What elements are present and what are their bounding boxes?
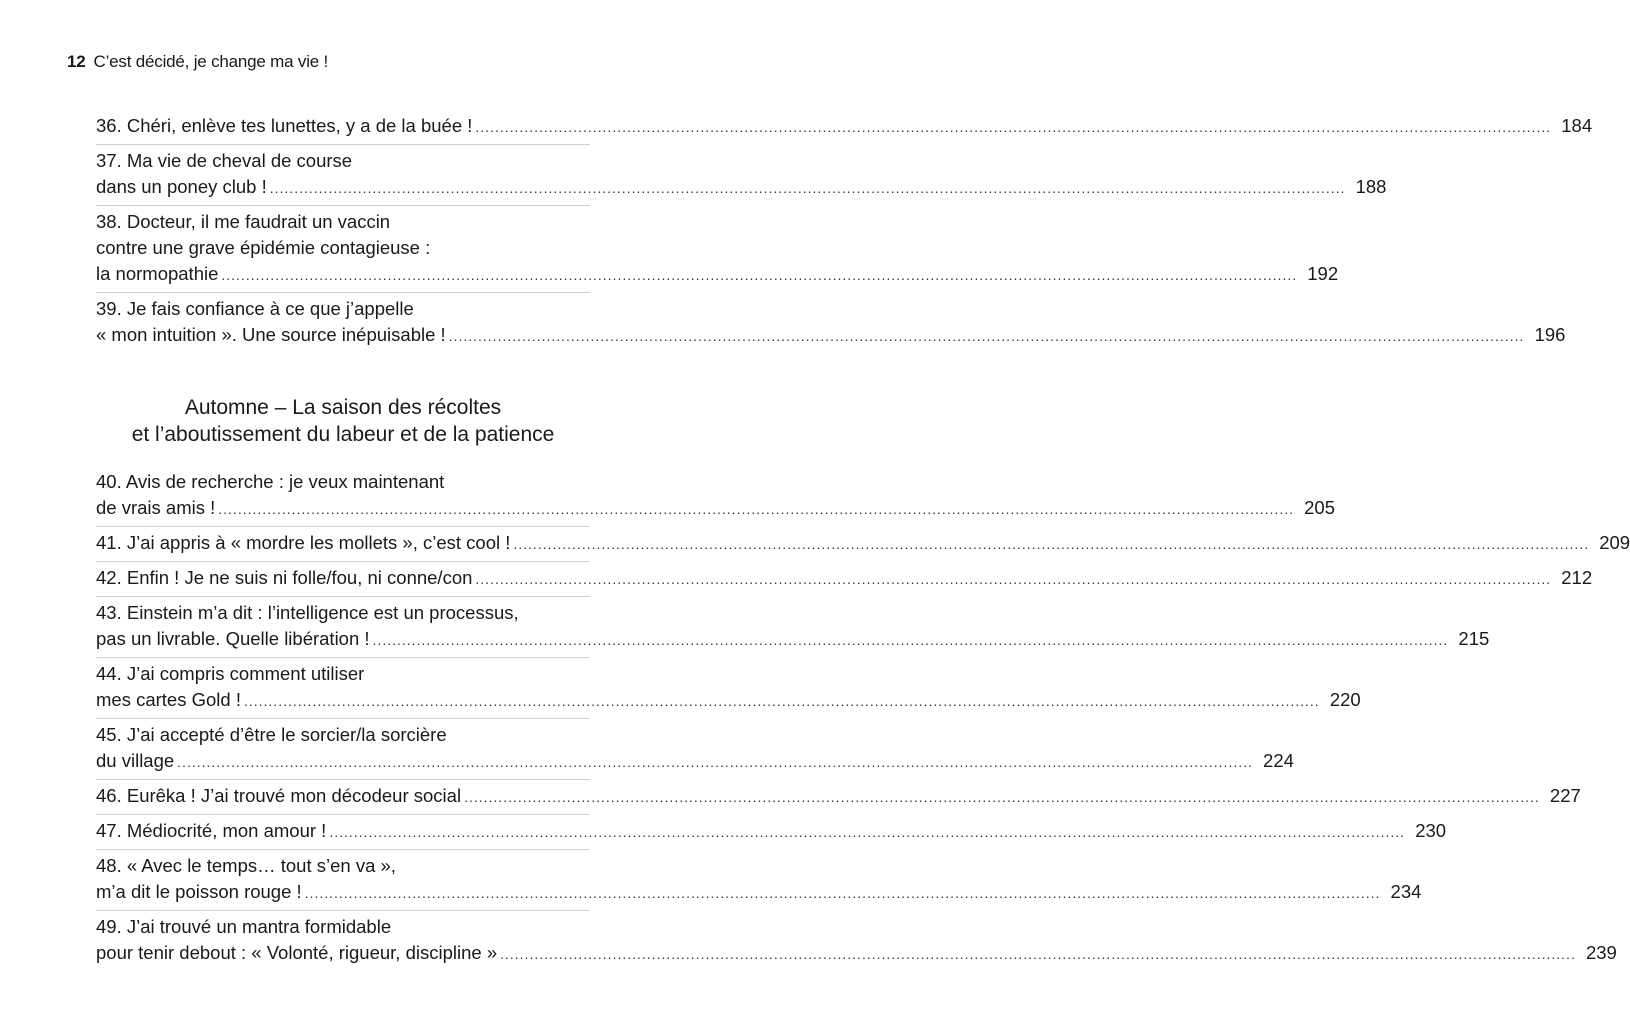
book-title: C’est décidé, je change ma vie ! — [93, 52, 329, 71]
toc-entry — [96, 850, 1422, 911]
toc-entry — [96, 145, 1387, 206]
toc-entry — [96, 466, 1335, 527]
toc-entry-final-line — [96, 261, 1339, 288]
toc-entry — [96, 780, 1581, 815]
toc-entry-final-line — [96, 818, 1447, 845]
leader-dots: ............................................................................................................................................................................................................................ — [304, 885, 1381, 901]
toc-page-number: 205 — [1304, 497, 1335, 518]
leader-dots: ............................................................................................................................................................................................................................ — [464, 789, 1540, 805]
toc-entry-final-line — [96, 879, 1422, 906]
toc-entry-line — [96, 600, 590, 626]
toc-entry-final-line — [96, 565, 1593, 592]
toc-entry-line — [96, 914, 590, 940]
toc-entry-text: 43. Einstein m’a dit : l’intelligence est un processus, — [96, 602, 519, 623]
toc-entry-text: de vrais amis ! — [96, 497, 216, 518]
toc-entry-text: 39. Je fais confiance à ce que j’appelle — [96, 298, 414, 319]
toc-group-1 — [96, 110, 1593, 353]
section-heading — [96, 394, 590, 448]
toc-entry-text: 36. Chéri, enlève tes lunettes, y a de la buée ! — [96, 115, 473, 136]
leader-dots: ............................................................................................................................................................................................................................ — [513, 536, 1590, 552]
toc-page-number: 239 — [1585, 942, 1617, 963]
leader-dots: ............................................................................................................................................................................................................................ — [475, 119, 1552, 135]
toc-entry — [96, 597, 1490, 658]
leader-dots: ............................................................................................................................................................................................................................ — [372, 632, 1449, 648]
toc-page-number: 215 — [1458, 628, 1490, 649]
toc-entry — [96, 562, 1593, 597]
toc-entry-final-line — [96, 322, 1566, 349]
toc-entry — [96, 110, 1593, 145]
toc-entry-text: 47. Médiocrité, mon amour ! — [96, 820, 327, 841]
toc-entry-line — [96, 853, 590, 879]
toc-entry-text: m’a dit le poisson rouge ! — [96, 881, 302, 902]
toc-entry-final-line — [96, 783, 1581, 810]
toc-entry-final-line — [96, 174, 1387, 201]
toc-group-2 — [96, 466, 1630, 971]
toc-entry-final-line — [96, 530, 1630, 557]
toc-entry — [96, 911, 1617, 971]
leader-dots: ............................................................................................................................................................................................................................ — [329, 824, 1406, 840]
leader-dots: ............................................................................................................................................................................................................................ — [218, 501, 1294, 517]
toc-entry-text: 42. Enfin ! Je ne suis ni folle/fou, ni conne/con — [96, 567, 473, 588]
toc-entry-text: dans un poney club ! — [96, 176, 267, 197]
running-head — [67, 52, 328, 72]
leader-dots: ............................................................................................................................................................................................................................ — [221, 267, 1298, 283]
leader-dots: ............................................................................................................................................................................................................................ — [448, 328, 1525, 344]
toc-entry-text: pas un livrable. Quelle libération ! — [96, 628, 370, 649]
table-of-contents — [96, 110, 1630, 971]
leader-dots: ............................................................................................................................................................................................................................ — [177, 754, 1253, 770]
toc-entry-final-line — [96, 495, 1335, 522]
toc-page-number: 227 — [1549, 785, 1581, 806]
toc-entry-text: « mon intuition ». Une source inépuisable ! — [96, 324, 446, 345]
toc-entry — [96, 293, 1566, 353]
toc-entry — [96, 658, 1361, 719]
toc-entry-final-line — [96, 626, 1490, 653]
toc-entry-text: mes cartes Gold ! — [96, 689, 241, 710]
toc-entry-text: 40. Avis de recherche : je veux maintenant — [96, 471, 445, 492]
toc-entry-text: 46. Eurêka ! J’ai trouvé mon décodeur social — [96, 785, 462, 806]
toc-page-number: 220 — [1329, 689, 1361, 710]
leader-dots: ............................................................................................................................................................................................................................ — [500, 946, 1576, 962]
toc-entry-line — [96, 235, 590, 261]
toc-entry-line — [96, 148, 590, 174]
toc-entry-text: pour tenir debout : « Volonté, rigueur, discipline » — [96, 942, 498, 963]
toc-entry — [96, 206, 1339, 293]
toc-entry-text: 45. J’ai accepté d’être le sorcier/la sorcière — [96, 724, 447, 745]
leader-dots: ............................................................................................................................................................................................................................ — [269, 180, 1346, 196]
toc-entry-text: la normopathie — [96, 263, 219, 284]
toc-entry-line — [96, 722, 590, 748]
toc-page-number: 234 — [1390, 881, 1422, 902]
toc-entry — [96, 719, 1294, 780]
toc-entry-line — [96, 469, 590, 495]
toc-entry-final-line — [96, 940, 1617, 967]
toc-page-number: 209 — [1599, 532, 1630, 553]
toc-page-number: 230 — [1415, 820, 1447, 841]
section-title-line-1: Automne – La saison des récoltes — [184, 396, 502, 419]
toc-entry-line — [96, 296, 590, 322]
toc-entry-text: 49. J’ai trouvé un mantra formidable — [96, 916, 392, 937]
leader-dots: ............................................................................................................................................................................................................................ — [243, 693, 1320, 709]
toc-entry-text: 41. J’ai appris à « mordre les mollets », c’est cool ! — [96, 532, 511, 553]
toc-entry-final-line — [96, 748, 1294, 775]
toc-entry-text: 48. « Avec le temps… tout s’en va », — [96, 855, 396, 876]
toc-entry-final-line — [96, 687, 1361, 714]
toc-entry-final-line — [96, 113, 1593, 140]
page-number: 12 — [67, 52, 86, 71]
toc-page-number: 196 — [1534, 324, 1566, 345]
toc-page-number: 212 — [1561, 567, 1593, 588]
toc-page-number: 188 — [1355, 176, 1387, 197]
toc-entry-line — [96, 661, 590, 687]
leader-dots: ............................................................................................................................................................................................................................ — [475, 571, 1552, 587]
toc-page-number: 224 — [1263, 750, 1294, 771]
toc-entry-line — [96, 209, 590, 235]
toc-entry — [96, 527, 1630, 562]
toc-entry-text: du village — [96, 750, 175, 771]
toc-entry-text: 44. J’ai compris comment utiliser — [96, 663, 365, 684]
toc-entry-text: 38. Docteur, il me faudrait un vaccin — [96, 211, 391, 232]
toc-page-number: 192 — [1307, 263, 1339, 284]
toc-entry-text: 37. Ma vie de cheval de course — [96, 150, 353, 171]
toc-entry-text: contre une grave épidémie contagieuse : — [96, 237, 431, 258]
toc-page-number: 184 — [1561, 115, 1593, 136]
toc-entry — [96, 815, 1447, 850]
section-title-line-2: et l’aboutissement du labeur et de la patience — [131, 423, 555, 446]
